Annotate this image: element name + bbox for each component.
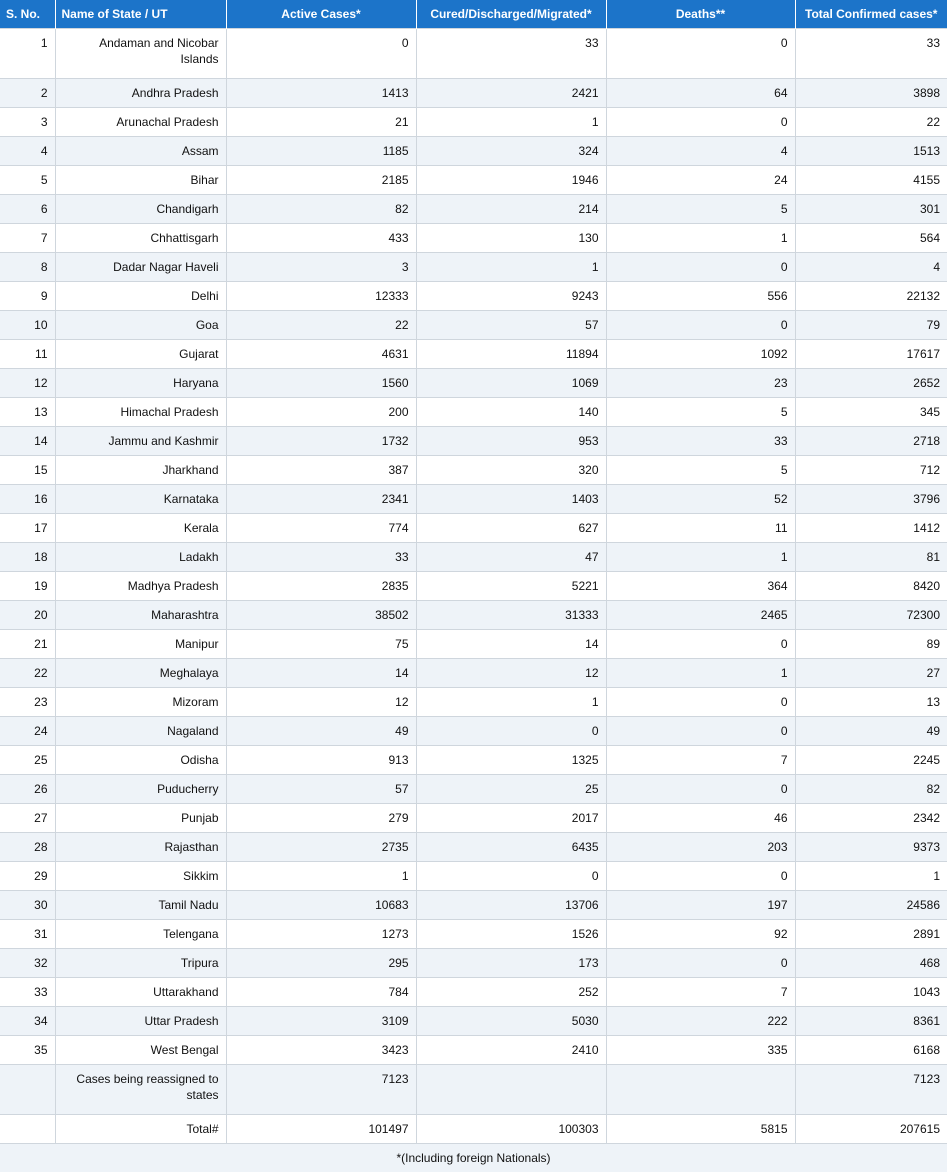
- cell-state: Andaman and Nicobar Islands: [55, 29, 226, 79]
- header-state: Name of State / UT: [55, 0, 226, 29]
- table-row: [0, 427, 947, 456]
- cell-cured: 31333: [416, 601, 606, 630]
- cell-active: 22: [226, 311, 416, 340]
- cell-state: Odisha: [55, 746, 226, 775]
- table-row: [0, 224, 947, 253]
- cell-sno: 13: [0, 398, 55, 427]
- cell-cured: 0: [416, 862, 606, 891]
- cell-active: 1185: [226, 137, 416, 166]
- cell-state: Sikkim: [55, 862, 226, 891]
- cell-deaths: 5: [606, 398, 795, 427]
- cell-deaths: 24: [606, 166, 795, 195]
- cell-sno: 9: [0, 282, 55, 311]
- cell-cured: 173: [416, 949, 606, 978]
- cell-total: 712: [795, 456, 947, 485]
- cell-cured: 320: [416, 456, 606, 485]
- cell-state: Jharkhand: [55, 456, 226, 485]
- cell-deaths: 1: [606, 543, 795, 572]
- cell-deaths: 0: [606, 29, 795, 79]
- cell-sno: 21: [0, 630, 55, 659]
- cell-state: Chhattisgarh: [55, 224, 226, 253]
- header-total: Total Confirmed cases*: [795, 0, 947, 29]
- cell-deaths: 23: [606, 369, 795, 398]
- cell-total: 2718: [795, 427, 947, 456]
- table-row: [0, 1036, 947, 1065]
- table-row: [0, 108, 947, 137]
- cell-deaths: [606, 1065, 795, 1115]
- cell-total: 13: [795, 688, 947, 717]
- cell-sno: 15: [0, 456, 55, 485]
- cell-deaths: 46: [606, 804, 795, 833]
- cell-active: 82: [226, 195, 416, 224]
- cell-sno: 23: [0, 688, 55, 717]
- cell-active: 38502: [226, 601, 416, 630]
- cell-active: 33: [226, 543, 416, 572]
- table-row: [0, 862, 947, 891]
- table-row: [0, 456, 947, 485]
- header-cured: Cured/Discharged/Migrated*: [416, 0, 606, 29]
- cell-deaths: 52: [606, 485, 795, 514]
- cell-active: 2185: [226, 166, 416, 195]
- cell-sno: 6: [0, 195, 55, 224]
- header-deaths: Deaths**: [606, 0, 795, 29]
- cell-cured: 57: [416, 311, 606, 340]
- cell-cured: 1: [416, 253, 606, 282]
- footnote-row: [0, 1144, 947, 1172]
- cell-state: Uttar Pradesh: [55, 1007, 226, 1036]
- cell-deaths: 7: [606, 978, 795, 1007]
- cell-cured: 1069: [416, 369, 606, 398]
- cell-total: 22: [795, 108, 947, 137]
- cell-state: Tamil Nadu: [55, 891, 226, 920]
- cell-sno: 3: [0, 108, 55, 137]
- cell-deaths: 1: [606, 224, 795, 253]
- cell-total: 81: [795, 543, 947, 572]
- cell-active: 12333: [226, 282, 416, 311]
- cell-active: 774: [226, 514, 416, 543]
- cell-state: Madhya Pradesh: [55, 572, 226, 601]
- cell-cured: 1: [416, 108, 606, 137]
- table-row: [0, 79, 947, 108]
- cell-active: 3423: [226, 1036, 416, 1065]
- cell-active: 0: [226, 29, 416, 79]
- cell-total: 301: [795, 195, 947, 224]
- cell-sno: 20: [0, 601, 55, 630]
- cell-active: 10683: [226, 891, 416, 920]
- cell-active: 21: [226, 108, 416, 137]
- cell-active: 200: [226, 398, 416, 427]
- cell-deaths: 0: [606, 717, 795, 746]
- cell-sno: 28: [0, 833, 55, 862]
- cell-active: 1: [226, 862, 416, 891]
- cell-total: 8361: [795, 1007, 947, 1036]
- cell-state: Punjab: [55, 804, 226, 833]
- cell-cured: 1325: [416, 746, 606, 775]
- cell-sno: 27: [0, 804, 55, 833]
- cell-total: 3898: [795, 79, 947, 108]
- cell-active: 3109: [226, 1007, 416, 1036]
- cell-total: 9373: [795, 833, 947, 862]
- cell-sno: 17: [0, 514, 55, 543]
- cell-active: 12: [226, 688, 416, 717]
- cell-state: Rajasthan: [55, 833, 226, 862]
- cell-deaths: 0: [606, 311, 795, 340]
- cell-total: 2342: [795, 804, 947, 833]
- cell-deaths: 0: [606, 253, 795, 282]
- cell-cured: 2017: [416, 804, 606, 833]
- cell-total: 24586: [795, 891, 947, 920]
- cell-deaths: 364: [606, 572, 795, 601]
- cell-active: 4631: [226, 340, 416, 369]
- cell-state: Goa: [55, 311, 226, 340]
- cell-cured: 100303: [416, 1115, 606, 1144]
- cell-cured: 1946: [416, 166, 606, 195]
- table-row: [0, 659, 947, 688]
- cell-active: 295: [226, 949, 416, 978]
- cell-total: 82: [795, 775, 947, 804]
- cell-total: 79: [795, 311, 947, 340]
- table-row: [0, 485, 947, 514]
- cell-sno: 29: [0, 862, 55, 891]
- cell-deaths: 0: [606, 688, 795, 717]
- cell-cured: 953: [416, 427, 606, 456]
- cell-state: Tripura: [55, 949, 226, 978]
- table-row: [0, 195, 947, 224]
- table-row: [0, 543, 947, 572]
- table-row: [0, 398, 947, 427]
- cell-sno: 19: [0, 572, 55, 601]
- table-row: [0, 833, 947, 862]
- cell-sno: 26: [0, 775, 55, 804]
- cell-active: 7123: [226, 1065, 416, 1115]
- cell-total: 2652: [795, 369, 947, 398]
- cell-total: 564: [795, 224, 947, 253]
- table-row: [0, 514, 947, 543]
- table-row: [0, 920, 947, 949]
- cell-active: 101497: [226, 1115, 416, 1144]
- table-row: [0, 29, 947, 79]
- cell-cured: 6435: [416, 833, 606, 862]
- cell-state: Telengana: [55, 920, 226, 949]
- cell-cured: 25: [416, 775, 606, 804]
- cell-state: Nagaland: [55, 717, 226, 746]
- cell-state: Dadar Nagar Haveli: [55, 253, 226, 282]
- cell-sno: 24: [0, 717, 55, 746]
- cell-sno: 10: [0, 311, 55, 340]
- cell-total: 6168: [795, 1036, 947, 1065]
- cell-sno: 16: [0, 485, 55, 514]
- cell-deaths: 64: [606, 79, 795, 108]
- cell-state: Uttarakhand: [55, 978, 226, 1007]
- cell-state: Arunachal Pradesh: [55, 108, 226, 137]
- cell-cured: 0: [416, 717, 606, 746]
- cell-deaths: 0: [606, 108, 795, 137]
- cell-total: 1: [795, 862, 947, 891]
- cell-active: 433: [226, 224, 416, 253]
- cell-total: 22132: [795, 282, 947, 311]
- cell-state: Gujarat: [55, 340, 226, 369]
- cell-deaths: 0: [606, 630, 795, 659]
- cell-state: Delhi: [55, 282, 226, 311]
- cell-state: Cases being reassigned to states: [55, 1065, 226, 1115]
- cell-deaths: 0: [606, 862, 795, 891]
- cell-state: Haryana: [55, 369, 226, 398]
- cell-sno: 18: [0, 543, 55, 572]
- cell-cured: 627: [416, 514, 606, 543]
- table-row: [0, 804, 947, 833]
- cell-total: 2891: [795, 920, 947, 949]
- cell-total: 1043: [795, 978, 947, 1007]
- cell-cured: 1403: [416, 485, 606, 514]
- table-header-row: [0, 0, 947, 29]
- table-row: [0, 369, 947, 398]
- cell-deaths: 33: [606, 427, 795, 456]
- cell-deaths: 2465: [606, 601, 795, 630]
- cell-deaths: 11: [606, 514, 795, 543]
- cell-cured: 140: [416, 398, 606, 427]
- table-row: [0, 166, 947, 195]
- cell-active: 784: [226, 978, 416, 1007]
- cell-state: Mizoram: [55, 688, 226, 717]
- cell-sno: 33: [0, 978, 55, 1007]
- cell-cured: 9243: [416, 282, 606, 311]
- cell-sno: 32: [0, 949, 55, 978]
- cell-total: 4: [795, 253, 947, 282]
- cell-active: 913: [226, 746, 416, 775]
- cell-sno: 25: [0, 746, 55, 775]
- cell-active: 2835: [226, 572, 416, 601]
- table-row: [0, 282, 947, 311]
- header-active: Active Cases*: [226, 0, 416, 29]
- cell-active: 279: [226, 804, 416, 833]
- cell-active: 1273: [226, 920, 416, 949]
- cell-active: 1413: [226, 79, 416, 108]
- cell-sno: 2: [0, 79, 55, 108]
- cell-total: 72300: [795, 601, 947, 630]
- cell-deaths: 556: [606, 282, 795, 311]
- cell-sno: 5: [0, 166, 55, 195]
- cell-total: 1513: [795, 137, 947, 166]
- table-row: [0, 1007, 947, 1036]
- cell-deaths: 203: [606, 833, 795, 862]
- cell-state: Himachal Pradesh: [55, 398, 226, 427]
- cell-deaths: 1: [606, 659, 795, 688]
- table-row: [0, 1065, 947, 1115]
- cell-deaths: 5: [606, 195, 795, 224]
- cell-state: West Bengal: [55, 1036, 226, 1065]
- cell-active: 49: [226, 717, 416, 746]
- cell-cured: 33: [416, 29, 606, 79]
- cell-cured: 1: [416, 688, 606, 717]
- cell-active: 1560: [226, 369, 416, 398]
- cell-active: 75: [226, 630, 416, 659]
- cell-total: 49: [795, 717, 947, 746]
- cell-total: 27: [795, 659, 947, 688]
- cell-active: 2735: [226, 833, 416, 862]
- cell-sno: 31: [0, 920, 55, 949]
- cell-cured: 13706: [416, 891, 606, 920]
- cell-cured: 130: [416, 224, 606, 253]
- cell-state: Karnataka: [55, 485, 226, 514]
- cell-sno: 12: [0, 369, 55, 398]
- cell-deaths: 335: [606, 1036, 795, 1065]
- cell-total: 89: [795, 630, 947, 659]
- cell-deaths: 4: [606, 137, 795, 166]
- cell-state: Jammu and Kashmir: [55, 427, 226, 456]
- table-row: [0, 311, 947, 340]
- cell-total: 7123: [795, 1065, 947, 1115]
- cell-total: 468: [795, 949, 947, 978]
- cell-state: Assam: [55, 137, 226, 166]
- cell-sno: 11: [0, 340, 55, 369]
- cell-active: 1732: [226, 427, 416, 456]
- cell-total: 1412: [795, 514, 947, 543]
- table-row: [0, 775, 947, 804]
- cell-cured: 12: [416, 659, 606, 688]
- cell-total: 4155: [795, 166, 947, 195]
- cell-cured: 14: [416, 630, 606, 659]
- cell-state: Maharashtra: [55, 601, 226, 630]
- cell-active: 387: [226, 456, 416, 485]
- cell-total: 8420: [795, 572, 947, 601]
- cell-state: Puducherry: [55, 775, 226, 804]
- footnote: *(Including foreign Nationals): [0, 1144, 947, 1172]
- cell-cured: 324: [416, 137, 606, 166]
- cell-sno: [0, 1115, 55, 1144]
- cell-total: 33: [795, 29, 947, 79]
- cell-sno: 14: [0, 427, 55, 456]
- cell-sno: 30: [0, 891, 55, 920]
- cell-sno: 34: [0, 1007, 55, 1036]
- cell-deaths: 0: [606, 775, 795, 804]
- cell-sno: 4: [0, 137, 55, 166]
- cell-active: 14: [226, 659, 416, 688]
- table-row: [0, 253, 947, 282]
- cell-total: 345: [795, 398, 947, 427]
- cell-sno: 7: [0, 224, 55, 253]
- cell-cured: 214: [416, 195, 606, 224]
- cell-deaths: 1092: [606, 340, 795, 369]
- cell-state: Kerala: [55, 514, 226, 543]
- table-row: [0, 137, 947, 166]
- table-row: [0, 630, 947, 659]
- table-row: [0, 1115, 947, 1144]
- cell-total: 3796: [795, 485, 947, 514]
- table-row: [0, 688, 947, 717]
- cell-sno: 35: [0, 1036, 55, 1065]
- cell-cured: 5221: [416, 572, 606, 601]
- cell-cured: 2421: [416, 79, 606, 108]
- cell-total: 2245: [795, 746, 947, 775]
- table-row: [0, 717, 947, 746]
- cell-cured: 252: [416, 978, 606, 1007]
- cell-state: Meghalaya: [55, 659, 226, 688]
- cell-deaths: 5: [606, 456, 795, 485]
- cell-deaths: 222: [606, 1007, 795, 1036]
- table-row: [0, 978, 947, 1007]
- cell-sno: 8: [0, 253, 55, 282]
- cell-sno: 22: [0, 659, 55, 688]
- cell-state: Total#: [55, 1115, 226, 1144]
- cell-deaths: 92: [606, 920, 795, 949]
- cell-deaths: 197: [606, 891, 795, 920]
- cell-total: 207615: [795, 1115, 947, 1144]
- cell-cured: 2410: [416, 1036, 606, 1065]
- cell-active: 3: [226, 253, 416, 282]
- cell-sno: 1: [0, 29, 55, 79]
- cell-state: Bihar: [55, 166, 226, 195]
- cell-active: 57: [226, 775, 416, 804]
- cell-deaths: 7: [606, 746, 795, 775]
- cell-deaths: 0: [606, 949, 795, 978]
- cell-cured: 1526: [416, 920, 606, 949]
- cell-sno: [0, 1065, 55, 1115]
- cell-total: 17617: [795, 340, 947, 369]
- table-row: [0, 572, 947, 601]
- table-row: [0, 340, 947, 369]
- cell-state: Ladakh: [55, 543, 226, 572]
- cell-state: Chandigarh: [55, 195, 226, 224]
- table-row: [0, 949, 947, 978]
- cell-state: Manipur: [55, 630, 226, 659]
- cell-cured: 11894: [416, 340, 606, 369]
- cell-deaths: 5815: [606, 1115, 795, 1144]
- cell-cured: 47: [416, 543, 606, 572]
- cell-cured: [416, 1065, 606, 1115]
- cell-state: Andhra Pradesh: [55, 79, 226, 108]
- header-sno: S. No.: [0, 0, 55, 29]
- cell-cured: 5030: [416, 1007, 606, 1036]
- table-row: [0, 746, 947, 775]
- table-row: [0, 891, 947, 920]
- table-row: [0, 601, 947, 630]
- cell-active: 2341: [226, 485, 416, 514]
